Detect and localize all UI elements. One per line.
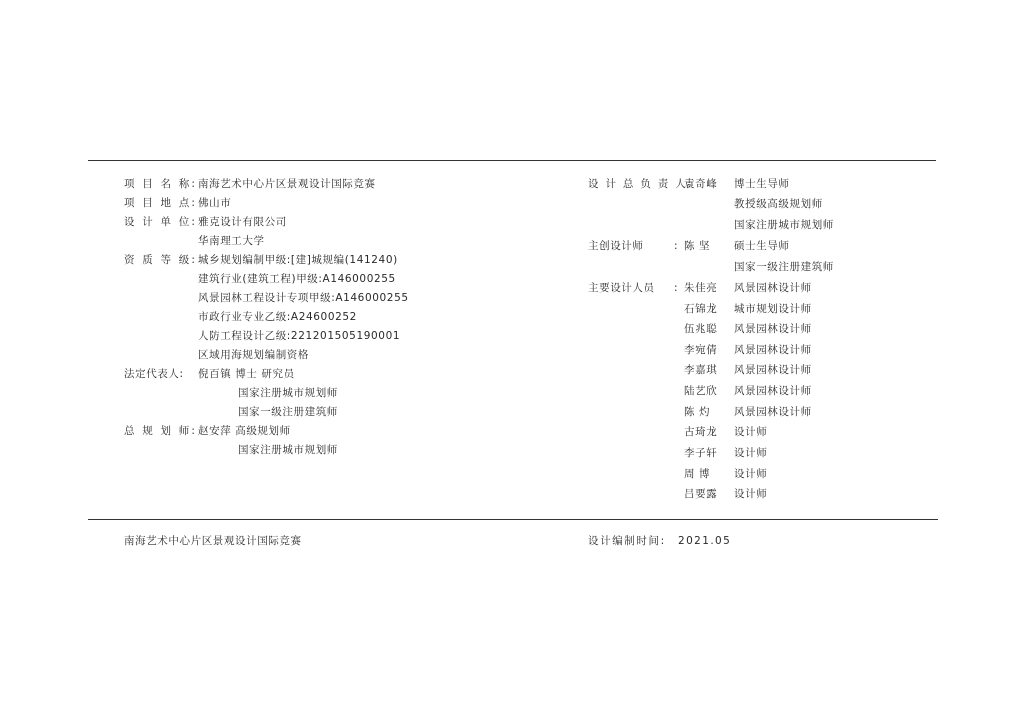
project-location-label: 项 目 地 点: [124,197,198,209]
staff-name: 朱佳亮 [684,282,718,294]
footer-project-title: 南海艺术中心片区景观设计国际竞赛 [124,535,302,547]
staff-title: 风景园林设计师 [734,344,812,356]
design-director-title-1: 博士生导师 [734,178,790,190]
qualification-5: 人防工程设计乙级:221201505190001 [198,330,401,342]
staff-title: 城市规划设计师 [734,303,812,315]
top-divider [88,160,936,161]
footer-date-value: 2021.05 [678,535,732,547]
lead-designer-title-1: 硕士生导师 [734,240,790,252]
project-name-label: 项 目 名 称: [124,178,198,190]
legal-rep: 倪百镇 博士 研究员 [198,368,295,380]
legal-rep-title-1: 国家注册城市规划师 [238,387,338,399]
staff-name: 伍兆聪 [684,323,718,335]
staff-title: 设计师 [734,488,768,500]
qualification-2: 建筑行业(建筑工程)甲级:A146000255 [198,273,396,285]
design-director-title-2: 教授级高级规划师 [734,198,823,210]
staff-name: 吕要露 [684,488,718,500]
lead-designer: 陈 坚 [684,240,711,252]
staff-name: 石锦龙 [684,303,718,315]
staff-title: 风景园林设计师 [734,323,812,335]
qualification-1: 城乡规划编制甲级:[建]城规编(141240) [198,254,398,266]
staff-title: 风景园林设计师 [734,406,812,418]
staff-name: 李宛倩 [684,344,718,356]
staff-title: 风景园林设计师 [734,385,812,397]
qualification-label: 资 质 等 级: [124,254,198,266]
staff-title: 风景园林设计师 [734,282,812,294]
project-name: 南海艺术中心片区景观设计国际竞赛 [198,178,376,190]
design-director-label: 设 计 总 负 责 人: [588,178,693,190]
legal-rep-title-2: 国家一级注册建筑师 [238,406,338,418]
chief-planner: 赵安萍 高级规划师 [198,425,291,437]
staff-name: 陈 灼 [684,406,711,418]
staff-name: 周 博 [684,468,711,480]
chief-planner-label: 总 规 划 师: [124,425,198,437]
lead-designer-label: 主创设计师 [588,240,644,252]
chief-planner-title-1: 国家注册城市规划师 [238,444,338,456]
staff-title: 设计师 [734,447,768,459]
staff-name: 李嘉琪 [684,364,718,376]
project-location: 佛山市 [198,197,232,209]
lead-designer-title-2: 国家一级注册建筑师 [734,261,834,273]
staff-title: 设计师 [734,468,768,480]
design-director-title-3: 国家注册城市规划师 [734,219,834,231]
staff-title: 风景园林设计师 [734,364,812,376]
staff-title: 设计师 [734,426,768,438]
staff-name: 古琦龙 [684,426,718,438]
qualification-4: 市政行业专业乙级:A24600252 [198,311,357,323]
qualification-6: 区域用海规划编制资格 [198,349,309,361]
staff-name: 陆艺欣 [684,385,718,397]
design-unit-1: 雅克设计有限公司 [198,216,287,228]
legal-rep-label: 法定代表人: [124,368,184,380]
main-staff-label: 主要设计人员 [588,282,655,294]
main-staff-colon: : [674,282,679,294]
lead-designer-colon: : [674,240,679,252]
staff-name: 李子轩 [684,447,718,459]
qualification-3: 风景园林工程设计专项甲级:A146000255 [198,292,409,304]
footer-date-label: 设计编制时间: [588,535,666,547]
design-director: 袁奇峰 [684,178,718,190]
design-unit-label: 设 计 单 位: [124,216,198,228]
bottom-divider [88,519,938,520]
design-unit-2: 华南理工大学 [198,235,265,247]
